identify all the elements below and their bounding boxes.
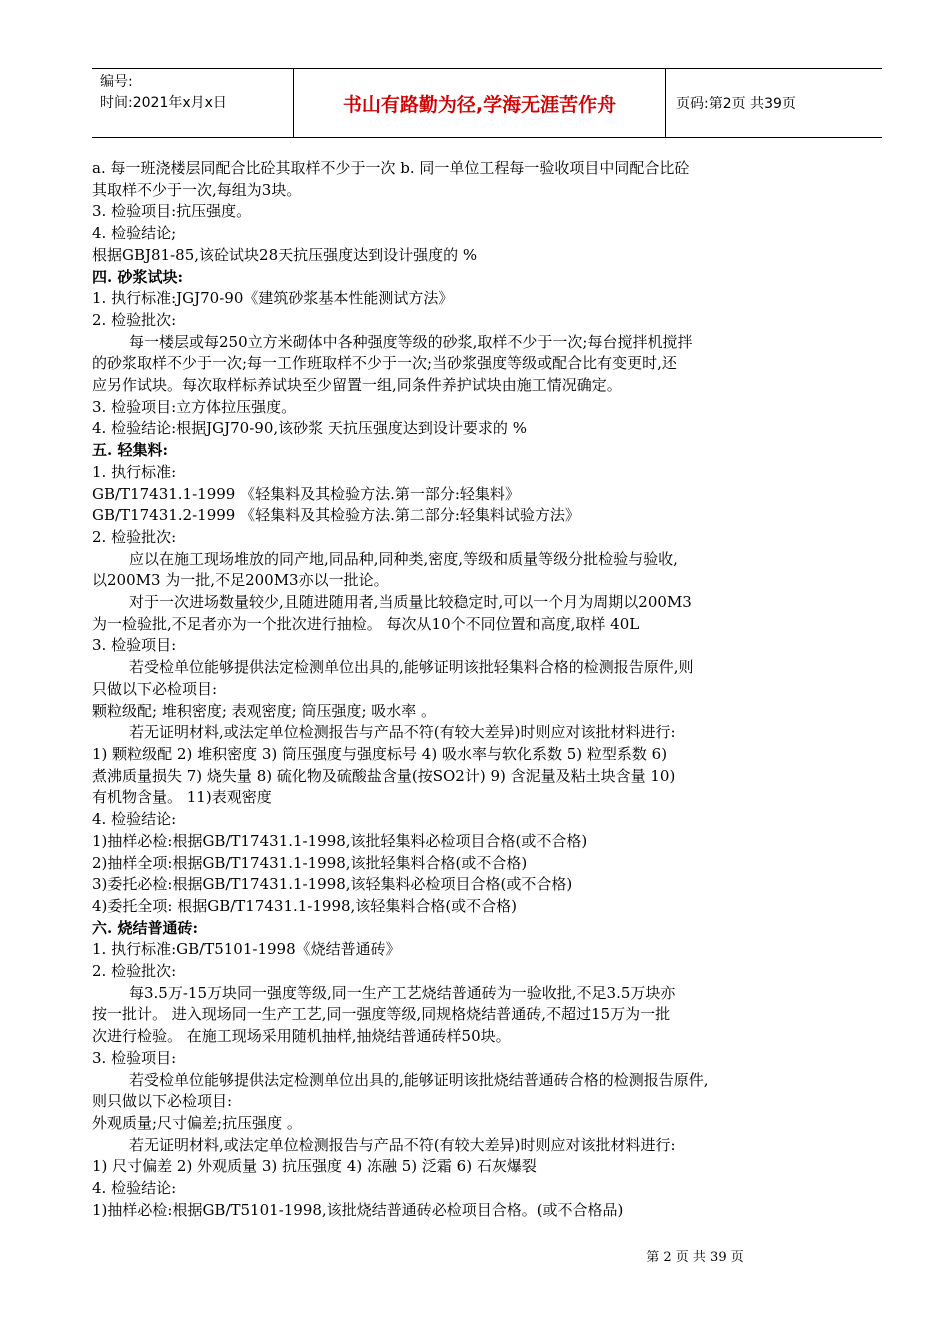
text-line: 1. 执行标准:GB/T5101-1998《烧结普通砖》 (92, 940, 401, 959)
text-line: GB/T17431.2-1999 《轻集料及其检验方法.第二部分:轻集料试验方法》 (92, 506, 580, 525)
document-number-label: 编号: (100, 74, 133, 90)
text-line: 3. 检验项目: (92, 636, 177, 655)
text-line: 次进行检验。 在施工现场采用随机抽样,抽烧结普通砖样50块。 (92, 1027, 511, 1046)
text-line: 3. 检验项目: (92, 1048, 177, 1067)
text-line: 4. 检验结论; (92, 224, 177, 243)
text-line: 若无证明材料,或法定单位检测报告与产品不符(有较大差异)时则应对该批材料进行: (129, 723, 676, 742)
section-heading: 六. 烧结普通砖: (92, 918, 198, 937)
text-line: 2)抽样全项:根据GB/T17431.1-1998,该批轻集料合格(或不合格) (92, 853, 528, 872)
page-header (92, 68, 882, 138)
text-line: 每一楼层或每250立方米砌体中各种强度等级的砂浆,取样不少于一次;每台搅拌机搅拌 (129, 332, 693, 351)
text-line: 其取样不少于一次,每组为3块。 (92, 180, 302, 199)
text-line: 则只做以下必检项目: (92, 1092, 233, 1111)
text-line: 2. 检验批次: (92, 962, 177, 981)
text-line: 若受检单位能够提供法定检测单位出具的,能够证明该批烧结普通砖合格的检测报告原件, (129, 1070, 709, 1089)
text-line: 为一检验批,不足者亦为一个批次进行抽检。 每次从10个不同位置和高度,取样 40L (92, 614, 640, 633)
section-heading: 五. 轻集料: (92, 441, 168, 460)
text-line: 1) 尺寸偏差 2) 外观质量 3) 抗压强度 4) 冻融 5) 泛霜 6) 石灰爆裂 (92, 1157, 537, 1176)
text-line: 1)抽样必检:根据GB/T17431.1-1998,该批轻集料必检项目合格(或不合格) (92, 831, 588, 850)
page-footer: 第 2 页 共 39 页 (646, 1250, 744, 1265)
text-line: 4. 检验结论: (92, 1179, 177, 1198)
text-line: 4. 检验结论: (92, 810, 177, 829)
header-page-number: 页码:第2页 共39页 (676, 96, 796, 112)
text-line: 1. 执行标准: (92, 462, 177, 481)
text-line: 若受检单位能够提供法定检测单位出具的,能够证明该批轻集料合格的检测报告原件,则 (129, 658, 694, 677)
text-line: 2. 检验批次: (92, 527, 177, 546)
document-time-label: 时间:2021年x月x日 (100, 95, 227, 111)
text-line: 1)抽样必检:根据GB/T5101-1998,该批烧结普通砖必检项目合格。(或不合格品) (92, 1200, 624, 1219)
text-line: 若无证明材料,或法定单位检测报告与产品不符(有较大差异)时则应对该批材料进行: (129, 1135, 676, 1154)
text-line: 根据GBJ81-85,该砼试块28天抗压强度达到设计强度的 % (92, 245, 478, 264)
text-line: 1. 执行标准:JGJ70-90《建筑砂浆基本性能测试方法》 (92, 289, 454, 308)
document-body (92, 158, 882, 1221)
text-line: 有机物含量。 11)表观密度 (92, 788, 272, 807)
text-line: 按一批计。 进入现场同一生产工艺,同一强度等级,同规格烧结普通砖,不超过15万为一批 (92, 1005, 671, 1024)
text-line: 外观质量;尺寸偏差;抗压强度 。 (92, 1113, 302, 1132)
text-line: 4)委托全项: 根据GB/T17431.1-1998,该轻集料合格(或不合格) (92, 896, 518, 915)
text-line: 3. 检验项目:抗压强度。 (92, 202, 252, 221)
text-line: a. 每一班浇楼层同配合比砼其取样不少于一次 b. 同一单位工程每一验收项目中同配合比砼 (92, 159, 690, 177)
text-line: 以200M3 为一批,不足200M3亦以一批论。 (92, 571, 389, 590)
text-line: 的砂浆取样不少于一次;每一工作班取样不少于一次;当砂浆强度等级或配合比有变更时,还 (92, 354, 677, 373)
text-line: GB/T17431.1-1999 《轻集料及其检验方法.第一部分:轻集料》 (92, 484, 520, 503)
text-line: 对于一次进场数量较少,且随进随用者,当质量比较稳定时,可以一个月为周期以200M3 (129, 593, 692, 612)
text-line: 应以在施工现场堆放的同产地,同品种,同种类,密度,等级和质量等级分批检验与验收, (129, 549, 678, 568)
text-line: 颗粒级配; 堆积密度; 表观密度; 筒压强度; 吸水率 。 (92, 701, 437, 720)
text-line: 4. 检验结论:根据JGJ70-90,该砂浆 天抗压强度达到设计要求的 % (92, 419, 527, 438)
text-line: 应另作试块。每次取样标养试块至少留置一组,同条件养护试块由施工情况确定。 (92, 376, 622, 395)
text-line: 1) 颗粒级配 2) 堆积密度 3) 筒压强度与强度标号 4) 吸水率与软化系数 5) 粒型系数 6) (92, 744, 668, 763)
text-line: 2. 检验批次: (92, 310, 177, 329)
text-line: 每3.5万-15万块同一强度等级,同一生产工艺烧结普通砖为一验收批,不足3.5万块亦 (129, 983, 676, 1002)
text-line: 3. 检验项目:立方体拉压强度。 (92, 397, 297, 416)
text-line: 只做以下必检项目: (92, 679, 218, 698)
text-line: 3)委托必检:根据GB/T17431.1-1998,该轻集料必检项目合格(或不合格) (92, 875, 573, 894)
header-info-cell (92, 69, 294, 137)
section-heading: 四. 砂浆试块: (92, 267, 183, 286)
header-motto: 书山有路勤为径,学海无涯苦作舟 (294, 69, 666, 137)
text-line: 煮沸质量损失 7) 烧失量 8) 硫化物及硫酸盐含量(按SO2计) 9) 含泥量及粘土块含量 10) (92, 766, 676, 785)
